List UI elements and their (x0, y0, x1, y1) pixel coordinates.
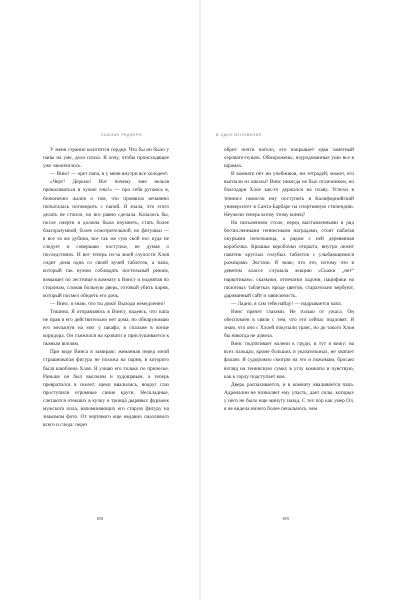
left-paragraph: У меня странно колотится сердце. Что бы ни было у папы на уме, дело плохо. Я хочу, чтобы происходящее уже закончилось. (43, 147, 169, 170)
left-paragraph: — Винс, я знаю, что ты дома! Выходи немедленно! (50, 300, 165, 307)
right-paragraph: Дверь распахивается, и в комнату вваливается папа. Адреналин не позволяет ему упасть, дает силы, которых у него не было еще минуту назад. С тех пор как умер Ол, я не видела ничего более печального, чем (224, 381, 354, 412)
right-paragraph: Винс подтягивает колени к груди, и тут я вижу: на всех пальцах, кроме больших и указательных, не хватает фаланг. Я судорожно смотрю на это и пожимаю, бросаю взгляд на теннисную сумку в углу комнаты и чувствую, как к горлу подступает ком. (224, 341, 354, 380)
right-paragraph: — Ладно, я сам тебя найду! — надрывается папа. (231, 300, 343, 307)
left-running-header: СЬЮЗАН РЕДФЕРН (101, 133, 143, 137)
left-paragraph: «Черт! Дерьмо! Вот почему мне нельзя проваливаться в чужие сны!» — про себя ругаюсь я, безконечно жалея о том, что проявила нечаянно попыталась поговорить с папой. Я знала, что этого делать не стоило, но все равно сделала. Казалось бы, после смерти я должна была поумнеть, стать более благоразумной, более осмотрительной, но фигушки — я все та же дубина, все так же сую свой нос куда не следует и совершаю поступки, не думая о последствиях. И вот теперь из-за моей глупости Хлоя сидит дома одна со своей кучей таблеток, а папа, который так нужно соблюдать постельный режим, взмывает по лестнице в комнату к Винсу и поднятая по сторонам, сломав больную дверь, готовый убить парня, который посмел обидеть его дочь. (43, 179, 169, 299)
right-paragraph: В комнате нет ни учебников, ни тетрадей; может, его выгнали из школы? Винс никогда не был отличником, но благодаря Хлое как-то держался на плаву. Успехи в теннисе помогли ему поступить в Калифорнийский университет в Санта-Барбаре на спортивную стипендию. Неужели теперь всему этому конец? (224, 171, 354, 218)
left-body-text (43, 146, 169, 429)
left-paragraph: — Винс! — орет папа, и у меня внутри все холодеет. (50, 171, 169, 178)
right-paragraph: На письменном столе, перед выставленными в ряд бесчисленными теннисными наградами, стоит пабатая окурками пепельница, а рядом с ней деревянная коробочка. Крышка коробочки открыта, внутри лежит пакетик круглых голубых таблеток с улыбающимися рожицами. Экстази. Я знаю, что это, потому что в девятом классе слушала лекцию «Скажи „нет“ наркотикам»: сказкики, отпечатки ладони, пацифики на пилотных таблетках вроде цветов, старательно вербуют, дарованный сайт и зависимость. (224, 219, 354, 299)
left-paragraph: При виде Винса я замираю: жеманная перед мной страшноватая фигура не похожа на парня, в которого была влюблена Хлоя. Я узнаю его только по прическе. Раньше он был высоким и худощавым, а теперь превратился в скелет: щеки ввалились, вокруг глаз проступили огромные синие круги. Нескладные, слетаются отекших в кучку и троица дырявых фуражек мужского пола, напоминающих его старую фигуру на знакомом фото. От чертового еще недавно смазливого всего и следа: через (43, 349, 169, 429)
right-paragraph: обрит почти наголо, его покрывает едва заметный серовато-пушок. Обморожены, изуродованные уши все в шрамах. (224, 147, 354, 170)
left-page-number: 188 (96, 516, 103, 521)
left-paragraph: Тишина. Я отправляюсь в Винсу, надеясь, что папа не прав и его действительно нет дома, но обнаруживаю его мелькнув на миг у шкафа, в спальне в конце коридора. Он съежился на кровати и прислушивается к пьяным воплям. (43, 308, 169, 348)
right-page (200, 0, 400, 600)
right-paragraph: Винс прячет глазами. Не только от ужаса. Он обеспокоен в связи с тем, что его сейчас подловят. Я знаю, что оно с Хлоей покупали транс, но до такого Хлоя бы никогда не довела. (224, 308, 354, 340)
right-running-header: В ОДНО МГНОВЕНИЕ (216, 133, 262, 137)
right-page-number: 189 (282, 516, 289, 521)
right-body-text (224, 146, 354, 413)
